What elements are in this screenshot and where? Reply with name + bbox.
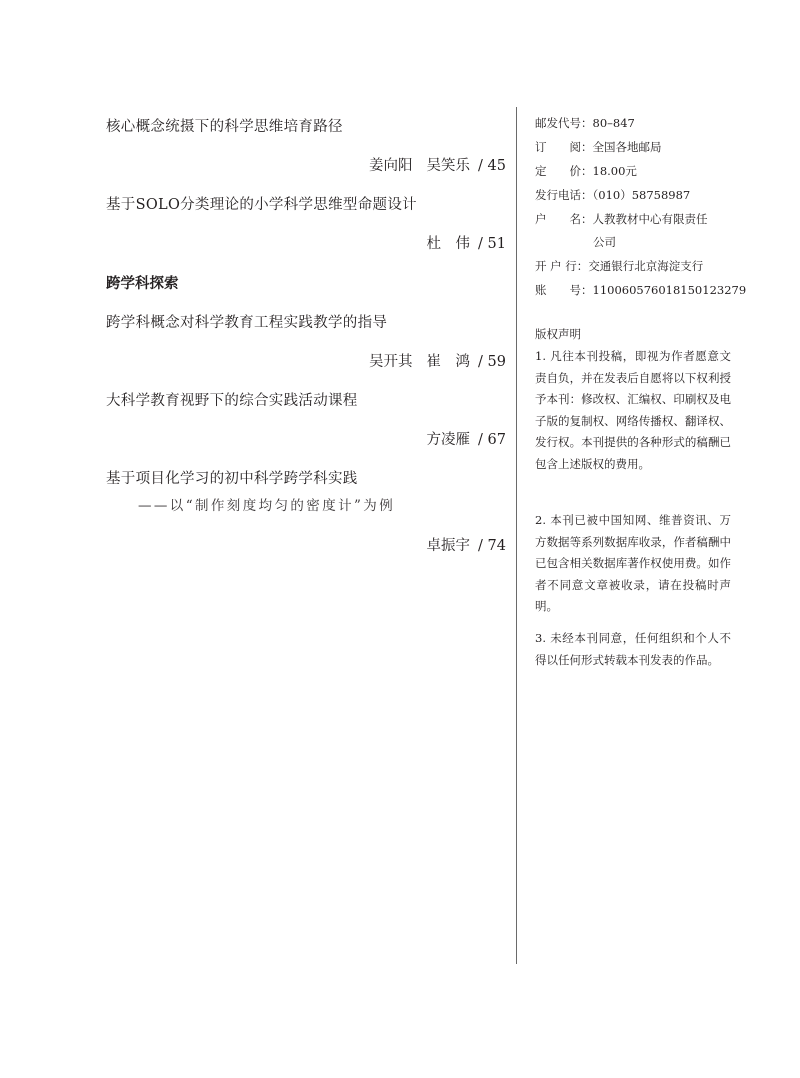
bank-row: [535, 258, 703, 274]
phone-row: [535, 187, 690, 203]
author-name: 吴笑乐: [426, 158, 471, 174]
copyright-title: 版权声明: [535, 327, 581, 341]
copyright-clause-1: 1. 凡往本刊投稿，即视为作者愿意文责自负，并在发表后自愿将以下权利授予本刊：修改权、汇编权、印刷权及电子版的复制权、网络传播权、翻译权、发行权。本刊提供的各种形式的稿酬已包含上述版权的费用。: [535, 349, 731, 471]
article-title[interactable]: 大科学教育视野下的综合实践活动课程: [106, 393, 358, 409]
article-authors: [427, 534, 506, 555]
page-number: / 51: [478, 236, 506, 252]
copyright-clause-2: 2. 本刊已被中国知网、维普资讯、万方数据等系列数据库收录，作者稿酬中已包含相关数据库著作权使用费。如作者不同意文章被收录，请在投稿时声明。: [535, 513, 731, 613]
account-number-label: 账 号：: [535, 283, 593, 297]
article-title[interactable]: 跨学科概念对科学教育工程实践教学的指导: [106, 315, 388, 331]
page-number: / 74: [478, 538, 506, 554]
account-name-continued: 公司: [593, 235, 616, 249]
subscription-value: 全国各地邮局: [592, 140, 662, 154]
section-heading: 跨学科探索: [106, 275, 179, 292]
phone-value: （010）58758987: [592, 188, 691, 202]
page-number: / 45: [478, 158, 506, 174]
article-title[interactable]: 核心概念统摄下的科学思维培育路径: [106, 119, 343, 135]
column-divider: [516, 107, 517, 964]
subscription-label: 订 阅：: [535, 140, 593, 154]
phone-label: 发行电话：: [535, 188, 593, 202]
article-authors: [369, 350, 506, 371]
price-label: 定 价：: [535, 164, 593, 178]
postal-code-row: [535, 115, 635, 131]
account-name-label: 户 名：: [535, 212, 593, 226]
article-authors: [427, 428, 506, 449]
author-name: 方凌雁: [426, 432, 471, 448]
author-name: 卓振宇: [426, 538, 471, 554]
account-name-row: [535, 211, 708, 227]
article-subtitle: ——以“制作刻度均匀的密度计”为例: [138, 498, 396, 514]
account-number-value: 110060576018150123279: [592, 283, 747, 297]
price-value: 18.00元: [592, 164, 637, 178]
bank-value: 交通银行北京海淀支行: [588, 259, 704, 273]
article-authors: [369, 154, 506, 175]
author-name: 崔 鸿: [426, 354, 471, 370]
postal-code-value: 80–847: [592, 116, 635, 130]
article-title[interactable]: 基于SOLO分类理论的小学科学思维型命题设计: [106, 197, 417, 213]
author-name: 姜向阳: [369, 158, 413, 174]
page-number: / 59: [478, 354, 506, 370]
author-name: 吴开其: [369, 354, 413, 370]
copyright-clause-3: 3. 未经本刊同意，任何组织和个人不得以任何形式转载本刊发表的作品。: [535, 631, 731, 667]
account-number-row: [535, 282, 746, 298]
bank-label: 开 户 行：: [535, 259, 589, 273]
postal-code-label: 邮发代号：: [535, 116, 593, 130]
article-authors: [427, 232, 506, 253]
page-number: / 67: [478, 432, 506, 448]
price-row: [535, 163, 637, 179]
account-name-value: 人教教材中心有限责任: [592, 212, 708, 226]
subscription-row: [535, 139, 662, 155]
author-name: 杜 伟: [426, 236, 471, 252]
article-title[interactable]: 基于项目化学习的初中科学跨学科实践: [106, 471, 358, 487]
